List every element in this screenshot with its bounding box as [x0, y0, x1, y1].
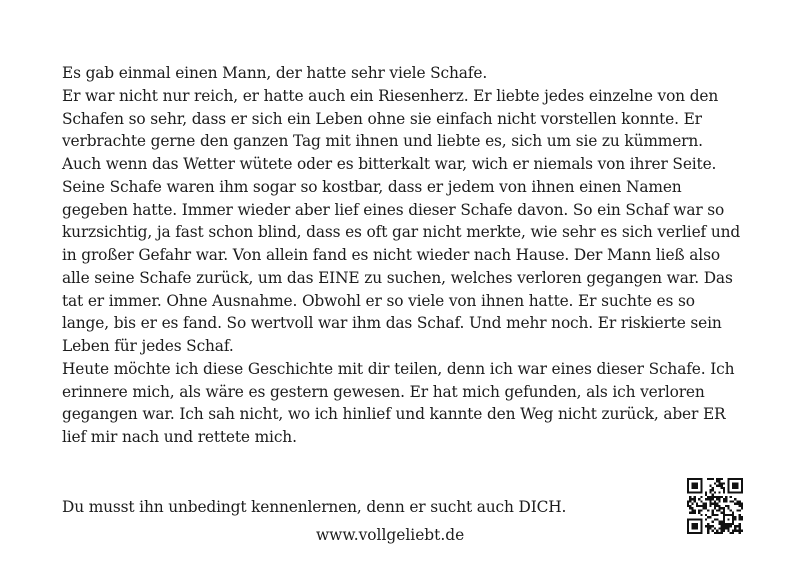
website-link[interactable]: www.vollgeliebt.de — [316, 526, 465, 544]
story-paragraph-intro: Es gab einmal einen Mann, der hatte sehr viele Schafe. — [62, 64, 488, 82]
story-paragraph-personal: Heute möchte ich diese Geschichte mit dir teilen, denn ich war eines dieser Schafe. Ich erinnere mich, als wäre es gestern gewesen. Er hat mich gefunden, als ich verloren gegangen war. Ich sah nicht, wo ich hinlief und kannte den Weg nicht zurück, aber ER lief mir nach und rettete mich. — [62, 359, 735, 446]
story-text — [62, 62, 742, 449]
call-to-action: Du musst ihn unbedingt kennenlernen, denn er sucht auch DICH. — [62, 498, 567, 516]
qr-code-icon — [687, 478, 743, 534]
story-paragraph-main: Er war nicht nur reich, er hatte auch ein Riesenherz. Er liebte jedes einzelne von den Schafen so sehr, dass er sich ein Leben ohne sie einfach nicht vorstellen konnte. Er verbrachte gerne den ganzen Tag mit ihnen und liebte es, sich um sie zu kümmern. Auch wenn das Wetter wütete oder es bitterkalt war, wich er niemals von ihrer Seite. Seine Schafe waren ihm sogar so kostbar, dass er jedem von ihnen einen Namen gegeben hatte. Immer wieder aber lief eines dieser Schafe davon. So ein Schaf war so kurzsichtig, ja fast schon blind, dass es oft gar nicht merkte, wie sehr es sich verlief und in großer Gefahr war. Von allein fand es nicht wieder nach Hause. Der Mann ließ also alle seine Schafe zurück, um das EINE zu suchen, welches verloren gegangen war. Das tat er immer. Ohne Ausnahme. Obwohl er so viele von ihnen hatte. Er suchte es so lange, bis er es fand. So wertvoll war ihm das Schaf. Und mehr noch. Er riskierte sein Leben für jedes Schaf. — [62, 86, 741, 355]
